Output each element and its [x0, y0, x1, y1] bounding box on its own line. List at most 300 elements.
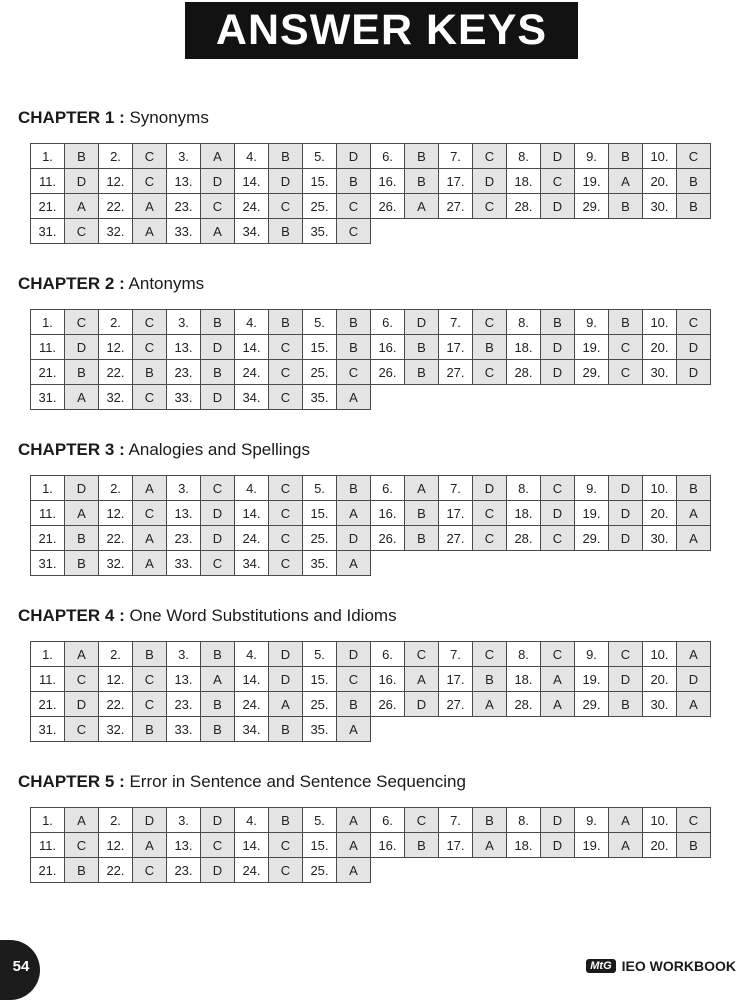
question-number: 4.	[235, 642, 269, 667]
question-number: 14.	[235, 667, 269, 692]
question-number: 26.	[371, 692, 405, 717]
question-number: 19.	[575, 335, 609, 360]
question-number: 26.	[371, 360, 405, 385]
question-number: 11.	[31, 335, 65, 360]
question-number: 20.	[643, 833, 677, 858]
page-title: ANSWER KEYS	[185, 2, 578, 59]
question-number: 17.	[439, 667, 473, 692]
answer-letter: C	[133, 335, 167, 360]
question-number: 24.	[235, 526, 269, 551]
answer-letter: D	[541, 808, 575, 833]
answer-row	[31, 194, 711, 219]
question-number: 33.	[167, 551, 201, 576]
answer-letter: A	[337, 501, 371, 526]
chapter-heading	[18, 440, 310, 460]
answer-letter: D	[337, 526, 371, 551]
question-number: 30.	[643, 526, 677, 551]
question-number: 35.	[303, 385, 337, 410]
answer-letter: C	[677, 310, 711, 335]
answer-letter: A	[337, 858, 371, 883]
answer-letter: A	[337, 717, 371, 742]
answer-letter: A	[337, 808, 371, 833]
answer-row	[31, 667, 711, 692]
answer-row	[31, 642, 711, 667]
question-number: 26.	[371, 194, 405, 219]
question-number: 17.	[439, 833, 473, 858]
question-number: 15.	[303, 667, 337, 692]
question-number: 17.	[439, 335, 473, 360]
answer-letter: A	[65, 808, 99, 833]
answer-letter: D	[65, 335, 99, 360]
answer-letter: C	[133, 692, 167, 717]
answer-row	[31, 501, 711, 526]
chapter-name: Synonyms	[129, 108, 209, 127]
answer-letter: C	[541, 169, 575, 194]
question-number: 23.	[167, 194, 201, 219]
question-number: 2.	[99, 310, 133, 335]
question-number: 13.	[167, 833, 201, 858]
answer-letter: B	[405, 360, 439, 385]
question-number: 11.	[31, 169, 65, 194]
answer-letter: C	[201, 833, 235, 858]
question-number: 14.	[235, 833, 269, 858]
chapter-heading	[18, 606, 397, 626]
question-number: 1.	[31, 310, 65, 335]
answer-row	[31, 310, 711, 335]
question-number: 33.	[167, 717, 201, 742]
question-number: 29.	[575, 526, 609, 551]
question-number: 31.	[31, 385, 65, 410]
question-number: 8.	[507, 310, 541, 335]
chapter-heading	[18, 108, 209, 128]
answer-letter: A	[133, 194, 167, 219]
question-number: 13.	[167, 169, 201, 194]
question-number: 13.	[167, 667, 201, 692]
answer-letter: C	[201, 476, 235, 501]
answer-row	[31, 551, 711, 576]
answer-letter: C	[473, 194, 507, 219]
answer-letter: B	[677, 194, 711, 219]
answer-letter: D	[541, 335, 575, 360]
question-number: 7.	[439, 808, 473, 833]
answer-letter: A	[609, 169, 643, 194]
answer-letter: D	[677, 360, 711, 385]
question-number: 10.	[643, 144, 677, 169]
answer-letter: A	[201, 219, 235, 244]
chapter-heading	[18, 772, 466, 792]
chapter-heading	[18, 274, 204, 294]
question-number: 6.	[371, 642, 405, 667]
question-number: 21.	[31, 526, 65, 551]
answer-letter: C	[269, 501, 303, 526]
question-number: 27.	[439, 194, 473, 219]
question-number: 34.	[235, 385, 269, 410]
answer-letter: C	[269, 551, 303, 576]
chapter-name: Antonyms	[128, 274, 205, 293]
question-number: 23.	[167, 526, 201, 551]
question-number: 21.	[31, 194, 65, 219]
footer-brand	[586, 958, 736, 974]
answer-letter: B	[65, 858, 99, 883]
answer-letter: D	[541, 194, 575, 219]
question-number: 12.	[99, 335, 133, 360]
question-number: 29.	[575, 360, 609, 385]
answer-letter: C	[473, 144, 507, 169]
answer-letter: A	[133, 833, 167, 858]
question-number: 6.	[371, 310, 405, 335]
question-number: 23.	[167, 360, 201, 385]
question-number: 13.	[167, 501, 201, 526]
question-number: 28.	[507, 194, 541, 219]
question-number: 34.	[235, 219, 269, 244]
question-number: 34.	[235, 717, 269, 742]
answer-letter: A	[65, 642, 99, 667]
question-number: 19.	[575, 667, 609, 692]
answer-letter: A	[65, 385, 99, 410]
answer-letter: D	[269, 169, 303, 194]
answer-letter: A	[65, 194, 99, 219]
answer-letter: C	[269, 833, 303, 858]
question-number: 18.	[507, 169, 541, 194]
answer-letter: D	[609, 501, 643, 526]
question-number: 14.	[235, 335, 269, 360]
question-number: 24.	[235, 194, 269, 219]
answer-letter: D	[677, 335, 711, 360]
answer-letter: D	[541, 360, 575, 385]
answer-letter: C	[541, 526, 575, 551]
answer-letter: B	[473, 667, 507, 692]
answer-letter: B	[473, 335, 507, 360]
chapter-number: CHAPTER 2 :	[18, 274, 125, 293]
answer-letter: D	[269, 642, 303, 667]
answer-letter: C	[609, 360, 643, 385]
answer-letter: D	[405, 310, 439, 335]
answer-letter: D	[201, 808, 235, 833]
answer-letter: C	[473, 360, 507, 385]
answer-letter: A	[337, 385, 371, 410]
answer-letter: C	[269, 476, 303, 501]
question-number: 29.	[575, 194, 609, 219]
answer-letter: C	[65, 310, 99, 335]
answer-key-table	[30, 475, 711, 576]
answer-letter: B	[677, 833, 711, 858]
question-number: 9.	[575, 144, 609, 169]
chapter-number: CHAPTER 4 :	[18, 606, 125, 625]
question-number: 11.	[31, 667, 65, 692]
answer-letter: D	[337, 144, 371, 169]
answer-letter: D	[609, 667, 643, 692]
answer-letter: C	[405, 808, 439, 833]
question-number: 16.	[371, 169, 405, 194]
answer-letter: B	[201, 360, 235, 385]
answer-letter: D	[65, 169, 99, 194]
question-number: 25.	[303, 858, 337, 883]
answer-letter: A	[677, 526, 711, 551]
answer-letter: C	[65, 717, 99, 742]
question-number: 24.	[235, 858, 269, 883]
answer-letter: C	[609, 335, 643, 360]
question-number: 25.	[303, 360, 337, 385]
question-number: 6.	[371, 144, 405, 169]
answer-letter: C	[405, 642, 439, 667]
question-number: 12.	[99, 833, 133, 858]
answer-letter: A	[677, 501, 711, 526]
answer-letter: C	[133, 858, 167, 883]
question-number: 26.	[371, 526, 405, 551]
answer-letter: B	[269, 310, 303, 335]
answer-letter: C	[473, 310, 507, 335]
answer-letter: A	[473, 692, 507, 717]
question-number: 2.	[99, 808, 133, 833]
answer-letter: B	[337, 476, 371, 501]
answer-letter: A	[269, 692, 303, 717]
question-number: 19.	[575, 501, 609, 526]
question-number: 35.	[303, 551, 337, 576]
answer-letter: A	[133, 219, 167, 244]
answer-letter: D	[65, 692, 99, 717]
question-number: 22.	[99, 360, 133, 385]
question-number: 22.	[99, 194, 133, 219]
answer-letter: A	[201, 144, 235, 169]
answer-letter: C	[269, 335, 303, 360]
question-number: 20.	[643, 501, 677, 526]
answer-row	[31, 219, 711, 244]
question-number: 9.	[575, 476, 609, 501]
question-number: 18.	[507, 501, 541, 526]
answer-letter: D	[201, 858, 235, 883]
answer-letter: D	[609, 476, 643, 501]
question-number: 28.	[507, 360, 541, 385]
answer-letter: C	[269, 360, 303, 385]
question-number: 18.	[507, 833, 541, 858]
answer-letter: B	[405, 169, 439, 194]
question-number: 17.	[439, 169, 473, 194]
question-number: 4.	[235, 808, 269, 833]
question-number: 27.	[439, 526, 473, 551]
question-number: 20.	[643, 335, 677, 360]
answer-letter: A	[405, 476, 439, 501]
answer-letter: A	[405, 194, 439, 219]
answer-letter: B	[405, 526, 439, 551]
answer-letter: C	[133, 385, 167, 410]
question-number: 2.	[99, 476, 133, 501]
answer-letter: B	[65, 360, 99, 385]
question-number: 8.	[507, 642, 541, 667]
answer-letter: D	[65, 476, 99, 501]
question-number: 2.	[99, 642, 133, 667]
answer-letter: A	[473, 833, 507, 858]
question-number: 31.	[31, 219, 65, 244]
question-number: 15.	[303, 169, 337, 194]
answer-letter: B	[405, 833, 439, 858]
answer-letter: B	[337, 692, 371, 717]
question-number: 14.	[235, 169, 269, 194]
answer-letter: B	[133, 717, 167, 742]
chapter-name: Error in Sentence and Sentence Sequencing	[129, 772, 466, 791]
answer-letter: B	[405, 501, 439, 526]
question-number: 10.	[643, 310, 677, 335]
question-number: 2.	[99, 144, 133, 169]
answer-letter: D	[133, 808, 167, 833]
answer-letter: D	[541, 833, 575, 858]
question-number: 22.	[99, 858, 133, 883]
answer-letter: C	[337, 219, 371, 244]
question-number: 12.	[99, 667, 133, 692]
question-number: 11.	[31, 833, 65, 858]
question-number: 7.	[439, 144, 473, 169]
question-number: 4.	[235, 310, 269, 335]
chapter-number: CHAPTER 5 :	[18, 772, 125, 791]
answer-letter: B	[269, 219, 303, 244]
answer-letter: C	[201, 194, 235, 219]
answer-letter: C	[133, 169, 167, 194]
answer-letter: C	[269, 858, 303, 883]
answer-letter: A	[677, 692, 711, 717]
question-number: 19.	[575, 833, 609, 858]
answer-letter: A	[609, 833, 643, 858]
question-number: 6.	[371, 808, 405, 833]
question-number: 33.	[167, 219, 201, 244]
answer-letter: C	[65, 219, 99, 244]
answer-letter: D	[473, 476, 507, 501]
answer-letter: B	[405, 144, 439, 169]
question-number: 30.	[643, 360, 677, 385]
answer-letter: B	[609, 692, 643, 717]
answer-key-table	[30, 641, 711, 742]
answer-letter: A	[405, 667, 439, 692]
answer-letter: A	[133, 476, 167, 501]
answer-letter: C	[337, 667, 371, 692]
question-number: 22.	[99, 526, 133, 551]
answer-letter: B	[65, 551, 99, 576]
chapter-number: CHAPTER 3 :	[18, 440, 125, 459]
question-number: 7.	[439, 642, 473, 667]
question-number: 25.	[303, 526, 337, 551]
question-number: 24.	[235, 360, 269, 385]
answer-letter: B	[65, 526, 99, 551]
answer-letter: B	[201, 717, 235, 742]
answer-letter: C	[133, 501, 167, 526]
answer-letter: B	[337, 169, 371, 194]
answer-letter: B	[201, 642, 235, 667]
question-number: 8.	[507, 144, 541, 169]
answer-letter: C	[133, 144, 167, 169]
question-number: 21.	[31, 360, 65, 385]
answer-letter: B	[473, 808, 507, 833]
answer-key-table	[30, 143, 711, 244]
answer-letter: B	[269, 144, 303, 169]
question-number: 9.	[575, 310, 609, 335]
question-number: 35.	[303, 219, 337, 244]
answer-letter: C	[65, 667, 99, 692]
question-number: 3.	[167, 642, 201, 667]
chapter-name: Analogies and Spellings	[128, 440, 310, 459]
answer-letter: B	[609, 194, 643, 219]
question-number: 30.	[643, 692, 677, 717]
answer-letter: D	[201, 526, 235, 551]
question-number: 1.	[31, 476, 65, 501]
answer-letter: C	[269, 526, 303, 551]
question-number: 10.	[643, 808, 677, 833]
answer-row	[31, 476, 711, 501]
question-number: 5.	[303, 642, 337, 667]
question-number: 20.	[643, 667, 677, 692]
question-number: 8.	[507, 808, 541, 833]
book-title: IEO WORKBOOK	[621, 958, 736, 974]
answer-letter: B	[677, 476, 711, 501]
answer-letter: A	[65, 501, 99, 526]
question-number: 16.	[371, 501, 405, 526]
answer-letter: D	[201, 169, 235, 194]
question-number: 23.	[167, 692, 201, 717]
answer-letter: C	[473, 526, 507, 551]
question-number: 21.	[31, 858, 65, 883]
answer-letter: D	[337, 642, 371, 667]
question-number: 15.	[303, 501, 337, 526]
question-number: 10.	[643, 642, 677, 667]
question-number: 3.	[167, 310, 201, 335]
chapter-name: One Word Substitutions and Idioms	[129, 606, 397, 625]
question-number: 29.	[575, 692, 609, 717]
answer-letter: A	[677, 642, 711, 667]
question-number: 34.	[235, 551, 269, 576]
answer-letter: B	[405, 335, 439, 360]
question-number: 3.	[167, 476, 201, 501]
question-number: 12.	[99, 501, 133, 526]
question-number: 5.	[303, 144, 337, 169]
answer-letter: C	[541, 642, 575, 667]
question-number: 18.	[507, 335, 541, 360]
answer-letter: D	[541, 501, 575, 526]
question-number: 21.	[31, 692, 65, 717]
answer-letter: C	[473, 642, 507, 667]
answer-letter: C	[677, 808, 711, 833]
question-number: 4.	[235, 144, 269, 169]
question-number: 35.	[303, 717, 337, 742]
question-number: 31.	[31, 551, 65, 576]
question-number: 15.	[303, 335, 337, 360]
answer-letter: C	[133, 310, 167, 335]
answer-letter: D	[201, 501, 235, 526]
answer-letter: D	[201, 335, 235, 360]
answer-letter: D	[405, 692, 439, 717]
question-number: 3.	[167, 144, 201, 169]
question-number: 16.	[371, 667, 405, 692]
answer-letter: B	[541, 310, 575, 335]
answer-letter: B	[133, 360, 167, 385]
question-number: 9.	[575, 642, 609, 667]
answer-letter: B	[337, 335, 371, 360]
answer-letter: B	[337, 310, 371, 335]
answer-letter: D	[609, 526, 643, 551]
question-number: 11.	[31, 501, 65, 526]
answer-letter: B	[133, 642, 167, 667]
question-number: 23.	[167, 858, 201, 883]
question-number: 18.	[507, 667, 541, 692]
answer-letter: B	[65, 144, 99, 169]
answer-letter: D	[677, 667, 711, 692]
answer-row	[31, 335, 711, 360]
question-number: 32.	[99, 219, 133, 244]
answer-letter: C	[269, 194, 303, 219]
answer-row	[31, 692, 711, 717]
question-number: 19.	[575, 169, 609, 194]
answer-letter: A	[541, 667, 575, 692]
question-number: 12.	[99, 169, 133, 194]
answer-row	[31, 169, 711, 194]
answer-row	[31, 858, 711, 883]
question-number: 28.	[507, 526, 541, 551]
